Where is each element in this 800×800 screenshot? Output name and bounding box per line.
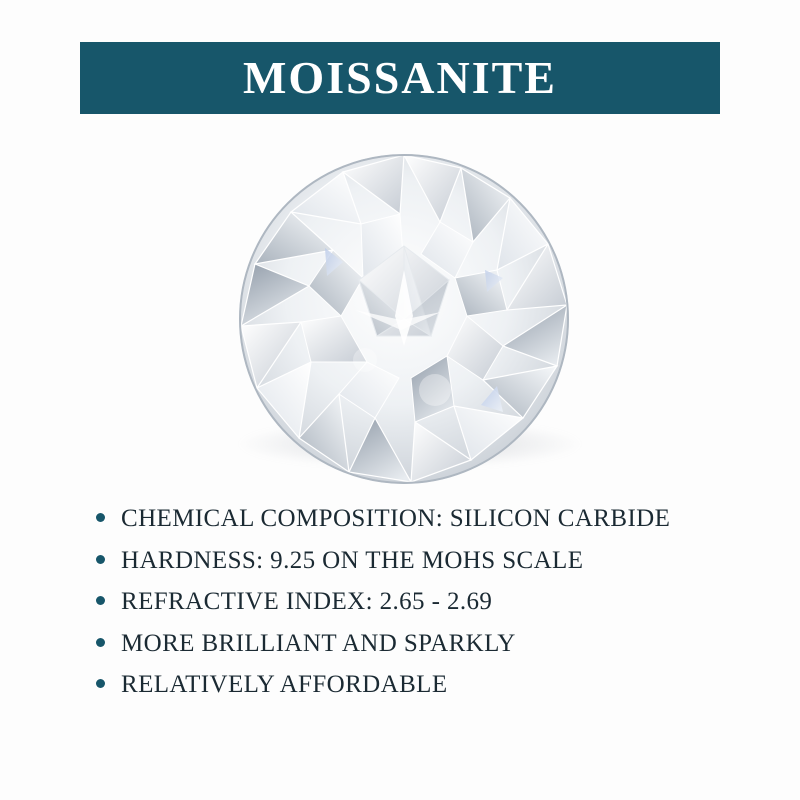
list-item (96, 630, 756, 658)
list-item (96, 505, 756, 533)
bullet-icon (96, 679, 105, 688)
fact-text: MORE BRILLIANT AND SPARKLY (121, 629, 516, 657)
list-item (96, 588, 756, 616)
bullet-icon (96, 638, 105, 647)
facts-list (96, 505, 756, 713)
fact-text: REFRACTIVE INDEX: 2.65 - 2.69 (121, 588, 493, 615)
fact-text: RELATIVELY AFFORDABLE (121, 671, 448, 698)
gemstone-image (235, 150, 573, 488)
bullet-icon (96, 513, 105, 522)
fact-text: CHEMICAL COMPOSITION: SILICON CARBIDE (121, 505, 671, 532)
list-item (96, 671, 756, 699)
title-banner (80, 42, 720, 114)
gemstone-illustration (0, 120, 800, 490)
list-item (96, 547, 756, 575)
bullet-icon (96, 596, 105, 605)
fact-text: HARDNESS: 9.25 ON THE MOHS SCALE (121, 546, 584, 574)
page-title: MOISSANITE (243, 52, 557, 103)
bullet-icon (96, 555, 105, 564)
